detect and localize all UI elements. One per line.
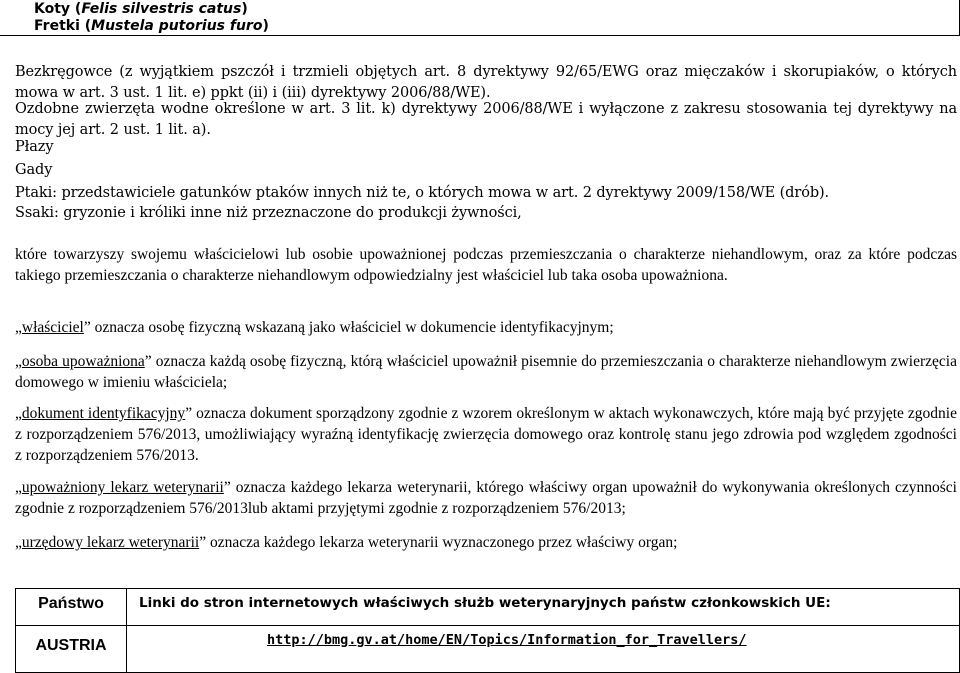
ferrets-close: )	[262, 18, 269, 34]
table-row	[16, 626, 960, 673]
term-authorised-vet: upoważniony lekarz weterynarii	[21, 479, 224, 496]
open-quote: „	[15, 479, 22, 496]
table-header-row	[16, 589, 960, 626]
open-quote: „	[15, 319, 22, 336]
definition-owner-text: oznacza osobę fizyczną wskazaną jako właściciel w dokumencie identyfikacyjnym;	[90, 319, 614, 336]
accompaniment-paragraph: które towarzyszy swojemu właścicielowi lub osobie upoważnionej podczas przemieszczania o charakterze niehandlowym, oraz za które podczas takiego przemieszczania o charakterze niehandlowym odpowiedzialny jest właściciel lub taka osoba upoważniona.	[15, 246, 957, 284]
ferrets-label: Fretki (	[34, 18, 92, 34]
open-quote: „	[15, 534, 22, 551]
amphibians-line: Płazy	[15, 139, 54, 155]
term-authorised-person: osoba upoważniona	[21, 353, 145, 370]
cats-line	[34, 1, 248, 17]
definition-identification-document	[15, 403, 957, 466]
term-owner: właściciel	[21, 319, 84, 336]
ferrets-line	[34, 18, 269, 34]
reptiles-line: Gady	[15, 162, 53, 178]
close-quote: ”	[144, 353, 152, 370]
cats-close: )	[241, 1, 248, 17]
header-links: Linki do stron internetowych właściwych służb weterynaryjnych państw członkowskich UE:	[127, 589, 960, 626]
cell-country-austria: AUSTRIA	[16, 626, 127, 673]
birds-line: Ptaki: przedstawiciele gatunków ptaków innych niż te, o których mowa w art. 2 dyrektywy 2009/158/WE (drób).	[15, 185, 830, 201]
definition-official-vet	[15, 532, 957, 553]
open-quote: „	[15, 353, 22, 370]
definition-official-vet-text: oznacza każdego lekarza weterynarii wyznaczonego przez właściwy organ;	[206, 534, 678, 551]
mammals-line: Ssaki: gryzonie i króliki inne niż przeznaczone do produkcji żywności,	[15, 205, 522, 221]
species-box	[0, 0, 960, 36]
invertebrates-paragraph: Bezkręgowce (z wyjątkiem pszczół i trzmieli objętych art. 8 dyrektywy 92/65/EWG oraz mięczaków i skorupiaków, o których mowa w art. 3 ust. 1 lit. e) ppkt (ii) i (iii) dyrektywy 2006/88/WE).	[15, 64, 957, 101]
ferrets-latin: Mustela putorius furo	[91, 18, 263, 34]
definition-owner	[15, 317, 957, 338]
definition-authorised-vet-text: oznacza każdego lekarza weterynarii, którego właściwy organ upoważnił do wykonywania określonych czynności zgodnie z rozporządzeniem 576/2013lub aktami przyjętymi zgodnie z rozporządzeniem 576/2013;	[15, 479, 957, 517]
close-quote: ”	[83, 319, 91, 336]
close-quote: ”	[185, 405, 193, 422]
cats-label: Koty (	[34, 1, 82, 17]
definition-authorised-person	[15, 351, 957, 393]
cell-link-austria	[127, 626, 960, 673]
open-quote: „	[15, 405, 22, 422]
aquatic-animals-paragraph: Ozdobne zwierzęta wodne określone w art. 3 lit. k) dyrektywy 2006/88/WE i wyłączone z zakresu stosowania tej dyrektywy na mocy jej art. 2 ust. 1 lit. a).	[15, 101, 957, 138]
header-country: Państwo	[16, 589, 127, 626]
close-quote: ”	[199, 534, 207, 551]
definition-authorised-vet	[15, 477, 957, 519]
term-official-vet: urzędowy lekarz weterynarii	[21, 534, 200, 551]
close-quote: ”	[223, 479, 231, 496]
link-austria-vet[interactable]: http://bmg.gv.at/home/EN/Topics/Information_for_Travellers/	[267, 632, 747, 648]
definition-authorised-person-text: oznacza każdą osobę fizyczną, którą właściciel upoważnił pisemnie do przemieszczania o charakterze niehandlowym zwierzęcia domowego w imieniu właściciela;	[15, 353, 957, 391]
definition-identification-document-text: oznacza dokument sporządzony zgodnie z wzorem określonym w aktach wykonawczych, które mają być przyjęte zgodnie z rozporządzeniem 576/2013, umożliwiający wyraźną identyfikację zwierzęcia domowego oraz kontrolę stanu jego zdrowia pod względem zgodności z rozporządzeniem 576/2013.	[15, 405, 957, 464]
term-identification-document: dokument identyfikacyjny	[21, 405, 186, 422]
vet-services-table	[15, 588, 960, 673]
cats-latin: Felis silvestris catus	[81, 1, 242, 17]
